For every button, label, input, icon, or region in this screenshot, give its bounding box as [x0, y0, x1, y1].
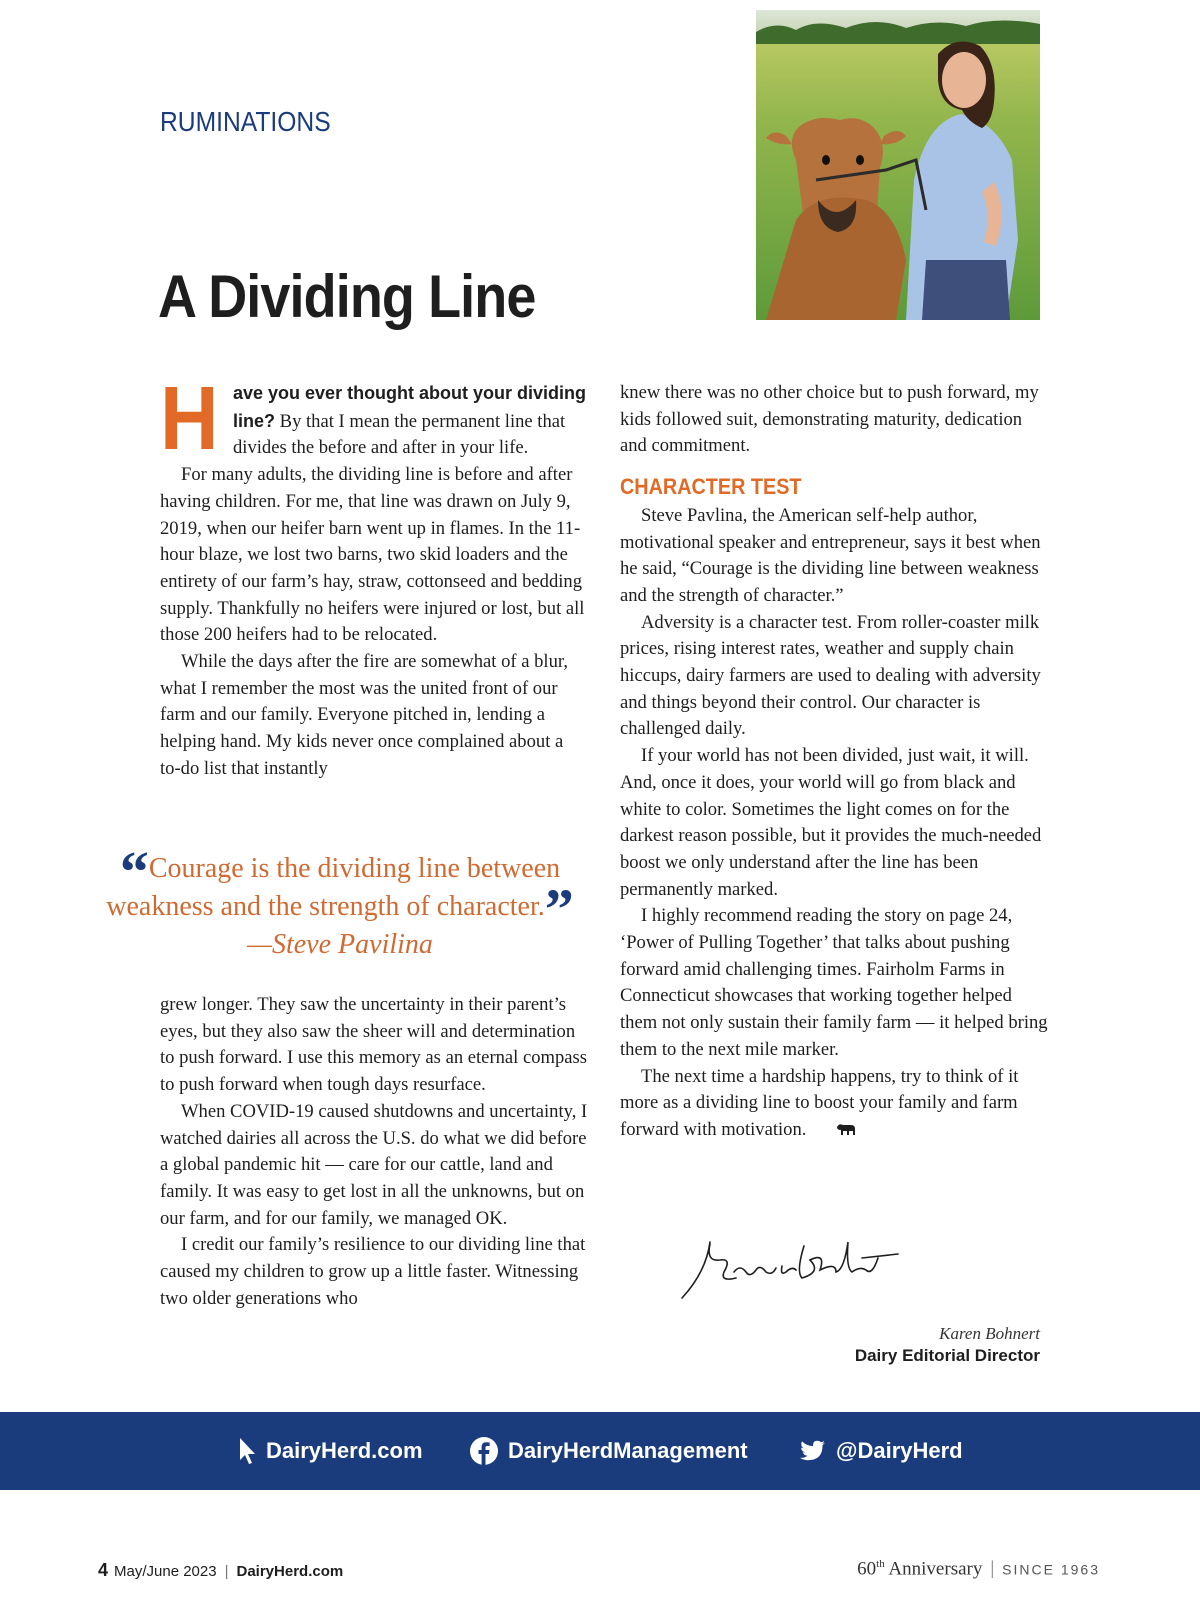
headline: A Dividing Line	[158, 263, 536, 330]
body-paragraph: While the days after the fire are somewhat of a blur, what I remember the most was the united front of our farm and our family. Everyone pitched in, lending a helping hand. My kids never once complained about a to-do list that instantly	[160, 651, 568, 779]
twitter-icon	[796, 1438, 826, 1464]
pull-quote	[90, 839, 590, 964]
body-paragraph: Steve Pavlina, the American self-help author, motivational speaker and entrepreneur, says it best when he said, “Courage is the dividing line between weakness and the strength of character.”	[620, 504, 1041, 606]
cow-end-mark-icon	[814, 1119, 857, 1146]
footer-left	[98, 1560, 343, 1581]
footer-divider: |	[990, 1558, 995, 1580]
footer-right	[857, 1558, 1100, 1580]
twitter-link[interactable]	[796, 1412, 963, 1490]
body-paragraph: knew there was no other choice but to push forward, my kids followed suit, demonstrating maturity, dedication and commitment.	[620, 382, 1039, 457]
closing-paragraph	[620, 1064, 1048, 1146]
author-photo	[756, 10, 1040, 320]
body-paragraph: grew longer. They saw the uncertainty in their parent’s eyes, but they also saw the sheer will and determination to push forward. I use this memory as an eternal compass to push forward when tough days resurface.	[160, 994, 588, 1096]
footer-divider: |	[224, 1563, 229, 1580]
lead-text: By that I mean the permanent line that divides the before and after in your life.	[233, 410, 566, 459]
facebook-label: DairyHerdManagement	[508, 1438, 748, 1463]
article-column-1-bottom	[160, 992, 588, 1312]
pull-quote-text: Courage is the dividing line between weakness and the strength of character.	[106, 853, 561, 922]
article-column-1-top	[160, 369, 588, 783]
author-name: Karen Bohnert	[939, 1324, 1040, 1343]
subheading: CHARACTER TEST	[620, 474, 802, 500]
cursor-icon	[238, 1436, 256, 1466]
lead-paragraph	[160, 369, 588, 469]
anniversary-suffix: th	[876, 1558, 885, 1570]
twitter-label: @DairyHerd	[836, 1438, 963, 1463]
anniversary-word: Anniversary	[884, 1558, 983, 1580]
body-paragraph: When COVID-19 caused shutdowns and uncertainty, I watched dairies all across the U.S. do what we did before a global pandemic hit — care for our cattle, land and family. It was easy to get lost in all the unknowns, but on our farm, and for our family, we managed OK.	[160, 1100, 588, 1229]
lead-bold-text: ave you ever thought about your dividing line?	[233, 383, 587, 431]
close-quote-mark: ”	[544, 877, 574, 942]
footer-site: DairyHerd.com	[236, 1563, 344, 1580]
body-paragraph: I credit our family’s resilience to our dividing line that caused my children to grow up a little faster. Witnessing two older generations who	[160, 1234, 586, 1309]
facebook-link[interactable]	[470, 1412, 748, 1490]
signature-graphic	[676, 1232, 906, 1309]
since-label: SINCE 1963	[1002, 1561, 1100, 1578]
body-paragraph: For many adults, the dividing line is before and after having children. For me, that line was drawn on July 9, 2019, when our heifer barn went up in flames. In the 11-hour blaze, we lost two barns, two skid loaders and the entirety of our farm’s hay, straw, cottonseed and bedding supply. Thankfully no heifers were injured or lost, but all those 200 heifers had to be relocated.	[160, 464, 585, 646]
body-paragraph: Adversity is a character test. From roller-coaster milk prices, rising interest rates, weather and supply chain hiccups, dairy farmers are used to dealing with adversity and things beyond their control. Our character is challenged daily.	[620, 611, 1041, 740]
body-paragraph: If your world has not been divided, just wait, it will. And, once it does, your world will go from black and white to color. Sometimes the light comes on for the darkest reason possible, but it provides the much-needed boost we only understand after the line has been permanently marked.	[620, 745, 1042, 900]
author-title: Dairy Editorial Director	[854, 1346, 1040, 1365]
open-quote-mark: “	[119, 839, 149, 904]
body-paragraph: I highly recommend reading the story on page 24, ‘Power of Pulling Together’ that talks about pushing forward amid challenging times. Fairholm Farms in Connecticut showcases that working together helped them not only sustain their family farm — it helped bring them to the next mile marker.	[620, 905, 1048, 1060]
facebook-icon	[470, 1437, 498, 1465]
social-links-band	[0, 1412, 1200, 1490]
anniversary-number: 60	[857, 1558, 877, 1580]
website-label: DairyHerd.com	[266, 1438, 423, 1463]
pull-quote-text-line	[90, 839, 590, 942]
website-link[interactable]	[238, 1412, 423, 1490]
page-number: 4	[98, 1560, 109, 1580]
closing-text: The next time a hardship happens, try to think of it more as a dividing line to boost your family and farm forward with motivation.	[620, 1065, 1019, 1140]
pull-quote-author: —Steve Pavilina	[247, 929, 433, 960]
article-column-2	[620, 380, 1048, 1146]
issue-date: May/June 2023	[114, 1563, 217, 1580]
section-label: RUMINATIONS	[160, 106, 331, 137]
drop-cap: H	[160, 369, 219, 469]
